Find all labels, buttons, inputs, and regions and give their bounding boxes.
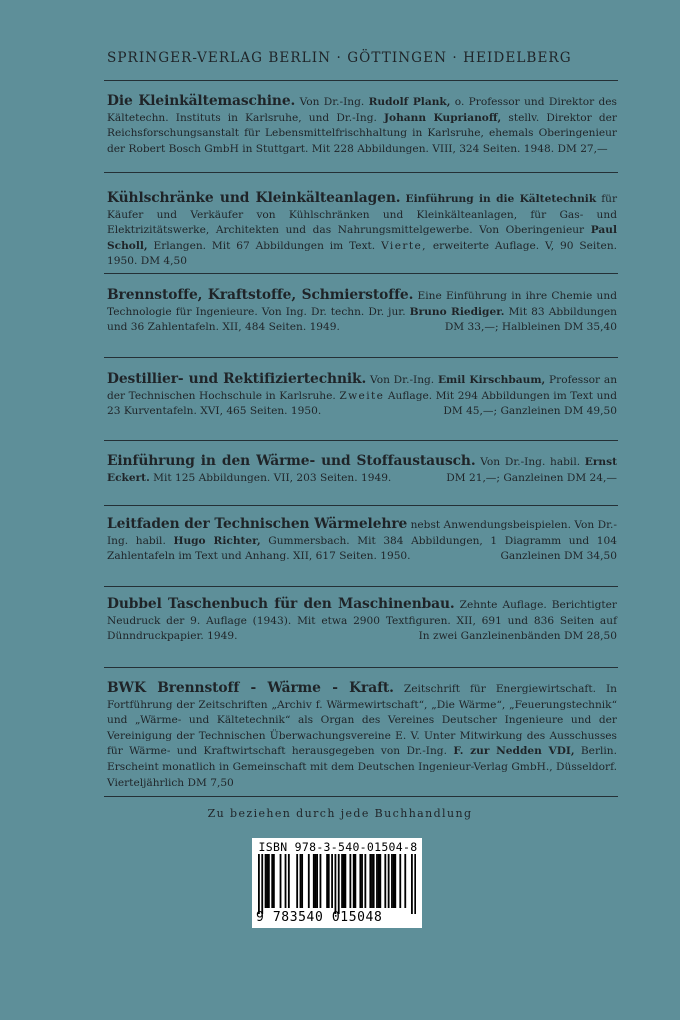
book-price: Ganzleinen DM 34,50 — [500, 550, 617, 563]
isbn-label: ISBN 978-3-540-01504-8 — [258, 840, 418, 854]
book-entry-waermeaustausch — [107, 454, 617, 486]
author-name: Hugo Richter, — [173, 534, 261, 547]
barcode-bar — [354, 854, 356, 908]
isbn-barcode — [252, 838, 422, 928]
barcode-bar — [373, 854, 375, 908]
divider — [104, 796, 618, 797]
entry-text: Zeitschrift für Energiewirtschaft. In Fortführung der Zeitschriften „Archiv f. Wärmewirtschaft“, „Die Wärme“, „Feuerungstechnik“ und „Wärme- und Kältetechnik“ als Organ des Vereines Deutscher Ingenieure und der Vereinigung der Technischen Überwachungsvereine E. V. Unter Mitwirkung des Ausschusses für Wärme- und Kraftwirtschaft herausgegeben von Dr.-Ing. — [107, 683, 617, 758]
barcode-bar — [320, 854, 322, 908]
barcode-bar — [343, 854, 345, 908]
divider — [104, 440, 618, 441]
barcode-bar — [266, 854, 268, 908]
barcode-bar — [371, 854, 373, 908]
book-price: DM 4,50 — [140, 255, 187, 268]
barcode-bar — [411, 854, 413, 914]
entry-text: Zehnte Auflage. Berichtigter Neudruck der 9. Auflage (1943). Mit etwa 2900 Textfiguren. XII, 691 und 836 Seiten auf Dünndruckpapier. 1949. — [107, 599, 617, 643]
divider — [104, 273, 618, 274]
barcode-bar — [361, 854, 363, 908]
book-price: In zwei Ganzleinenbänden DM 28,50 — [418, 630, 617, 643]
barcode-bar — [376, 854, 378, 908]
entry-text: stellv. Direktor der Reichsforschungsanstalt für Lebensmittelfrischhaltung in Karlsruhe, ehemals Oberingenieur der Robert Bosch GmbH in Stuttgart. Mit 228 Abbildungen. VIII, 324 Seiten. 1948. — [107, 111, 617, 155]
barcode-bar — [315, 854, 317, 908]
barcode-bar — [296, 854, 298, 908]
entry-text: nebst Anwendungsbeispielen. Von Dr.-Ing. habil. — [107, 519, 617, 547]
barcode-bar — [353, 854, 355, 908]
entry-text: Mit 125 Abbildungen. VII, 203 Seiten. 1949. — [153, 471, 392, 484]
publisher-header: SPRINGER-VERLAG BERLIN · GÖTTINGEN · HEIDELBERG — [107, 50, 572, 66]
author-name: Johann Kuprianoff, — [384, 111, 502, 124]
barcode-bar — [258, 854, 260, 914]
barcode-bar — [404, 854, 406, 908]
author-name: Paul Scholl, — [107, 224, 617, 252]
divider — [104, 357, 618, 358]
entry-text: für Käufer und Verkäufer von Kühlschränken und Kleinkälteanlagen, für Gas- und Elektrizitätswerke, Architekten und das Nahrungsmittelgewerbe. Von Oberingenieur — [107, 193, 618, 237]
book-entry-kleinkaeltemaschine — [107, 94, 617, 157]
barcode-bar — [394, 854, 396, 908]
book-title: Die Kleinkältemaschine. — [107, 93, 296, 109]
barcode-bars — [258, 854, 416, 914]
entry-text: Berlin. Erscheint monatlich in Gemeinschaft mit dem Deutschen Ingenieur-Verlag GmbH., Düsseldorf. Vierteljährlich — [107, 745, 617, 789]
journal-entry-bwk — [107, 681, 617, 791]
barcode-bar — [301, 854, 303, 908]
book-price: DM 33,—; Halbleinen DM 35,40 — [444, 321, 617, 334]
book-entry-waermelehre — [107, 517, 617, 565]
divider — [104, 80, 618, 81]
book-price: DM 45,—; Ganzleinen DM 49,50 — [443, 405, 617, 418]
entry-text: Von Dr.-Ing. — [370, 374, 435, 386]
entry-text: erweiterte Auflage. V, 90 Seiten. 1950. — [107, 239, 618, 268]
barcode-bar — [328, 854, 330, 908]
divider — [104, 586, 618, 587]
barcode-bar — [338, 854, 340, 914]
barcode-bar — [341, 854, 343, 908]
book-title: Brennstoffe, Kraftstoffe, Schmierstoffe. — [107, 287, 414, 303]
book-entry-kuehlschraenke — [107, 191, 617, 270]
book-title: Einführung in den Wärme- und Stoffaustausch. — [107, 453, 476, 469]
author-name: Emil Kirschbaum, — [437, 374, 546, 386]
editor-name: F. zur Nedden VDI, — [453, 745, 575, 758]
barcode-bar — [378, 854, 380, 908]
subtitle: Einführung in die Kältetechnik — [405, 193, 597, 205]
barcode-bar — [384, 854, 386, 908]
entry-text: Eine Einführung in ihre Chemie und Technologie für Ingenieure. Von Ing. Dr. techn. Dr. jur. — [107, 290, 617, 318]
book-title: Kühlschränke und Kleinkälteanlagen. — [107, 190, 401, 206]
journal-price: DM 7,50 — [187, 776, 234, 789]
barcode-bar — [300, 854, 302, 908]
entry-text: Mit 83 Abbildungen und 36 Zahlentafeln. XII, 484 Seiten. 1949. — [107, 305, 617, 334]
book-entry-brennstoffe — [107, 288, 617, 336]
barcode-bar — [261, 854, 263, 914]
barcode-bar — [313, 854, 315, 908]
barcode-bar — [344, 854, 346, 908]
author-name: Ernst Eckert. — [107, 456, 617, 484]
barcode-bar — [271, 854, 273, 908]
barcode-bar — [379, 854, 381, 908]
book-entry-dubbel — [107, 597, 617, 645]
barcode-bar — [393, 854, 395, 908]
barcode-bar — [364, 854, 366, 908]
book-title: Destillier- und Rektifiziertechnik. — [107, 371, 367, 387]
divider — [104, 505, 618, 506]
book-entry-destillier — [107, 372, 617, 420]
edition: Zweite — [339, 389, 385, 402]
barcode-bar — [399, 854, 401, 908]
book-title: Dubbel Taschenbuch für den Maschinenbau. — [107, 596, 455, 612]
edition: Vierte, — [381, 239, 427, 252]
barcode-bar — [288, 854, 290, 908]
barcode-bar — [308, 854, 310, 908]
entry-text: Von Dr.-Ing. — [299, 96, 365, 108]
barcode-bar — [388, 854, 390, 908]
journal-title: BWK Brennstoff - Wärme - Kraft. — [107, 680, 394, 696]
barcode-bar — [268, 854, 270, 908]
book-title: Leitfaden der Technischen Wärmelehre — [107, 516, 408, 532]
barcode-bar — [359, 854, 361, 908]
barcode-bar — [369, 854, 371, 908]
entry-text: Erlangen. Mit 67 Abbildungen im Text. — [153, 239, 376, 252]
book-price: DM 21,—; Ganzleinen DM 24,— — [446, 471, 617, 484]
author-name: Rudolf Plank, — [368, 96, 451, 108]
order-note: Zu beziehen durch jede Buchhandlung — [207, 807, 473, 820]
divider — [104, 172, 618, 173]
barcode-bar — [273, 854, 275, 908]
entry-text: Professor an der Technischen Hochschule in Karlsruhe. — [107, 374, 618, 402]
barcode-bar — [331, 854, 333, 908]
barcode-bar — [316, 854, 318, 908]
ean-digits: 9 783540 015048 — [256, 910, 383, 925]
barcode-bar — [414, 854, 416, 914]
entry-text: Von Dr.-Ing. habil. — [480, 456, 581, 468]
barcode-bar — [391, 854, 393, 908]
barcode-bar — [335, 854, 337, 914]
author-name: Bruno Riediger. — [409, 305, 505, 318]
barcode-bar — [326, 854, 328, 908]
book-price: DM 27,— — [557, 142, 608, 155]
barcode-bar — [280, 854, 282, 908]
entry-text: Gummersbach. Mit 384 Abbildungen, 1 Diagramm und 104 Zahlentafeln im Text und Anhang. XII, 617 Seiten. 1950. — [107, 534, 618, 563]
entry-text: Auflage. Mit 294 Abbildungen im Text und 23 Kurventafeln. XVI, 465 Seiten. 1950. — [107, 389, 617, 418]
barcode-bar — [285, 854, 287, 908]
barcode-bar — [349, 854, 351, 908]
entry-text: o. Professor und Direktor des Kältetechn. Instituts in Karlsruhe, und Dr.-Ing. — [107, 96, 617, 124]
divider — [104, 667, 618, 668]
barcode-bar — [265, 854, 267, 908]
